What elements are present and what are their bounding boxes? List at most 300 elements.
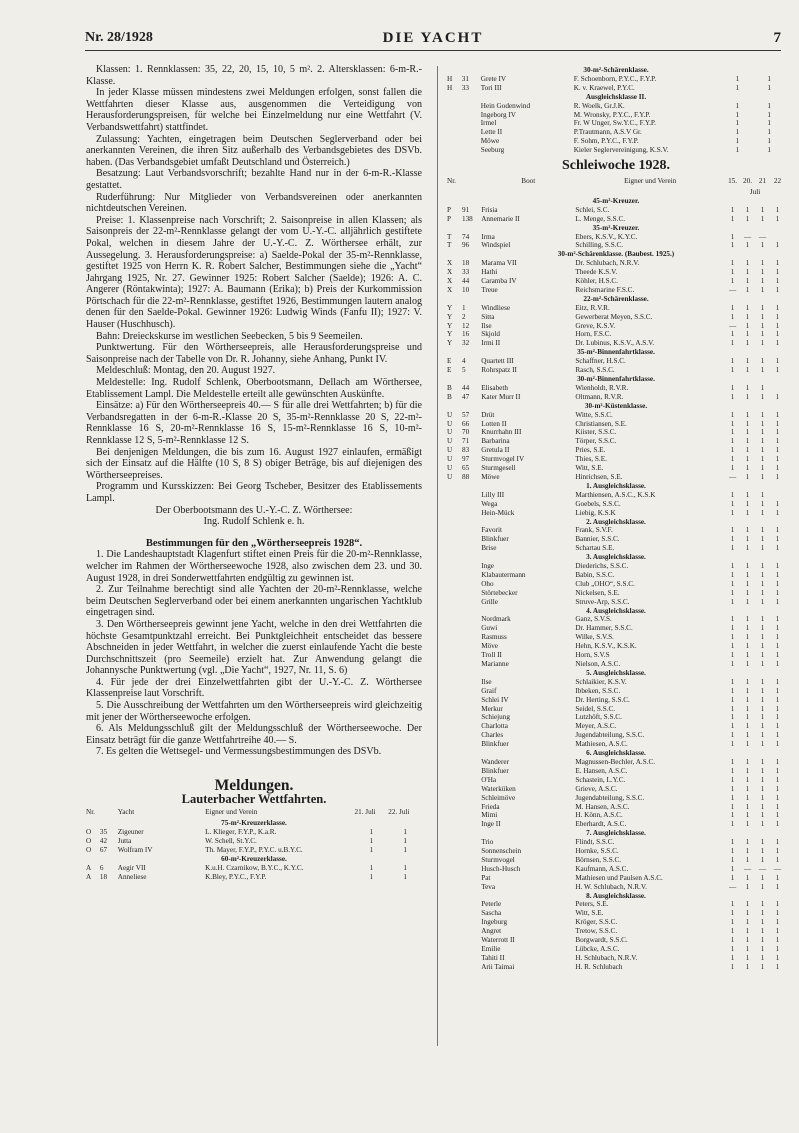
race-result: 1 [730,232,735,241]
table-row [447,803,785,812]
race-result: 1 [775,722,780,731]
race-result: 1 [775,285,780,294]
boat-name: Arii Taimai [481,962,515,971]
owner-club: H. Könn, A.S.C. [575,811,623,820]
sail-letter [447,856,462,865]
race-result: 1 [745,695,750,704]
table-row [447,598,785,607]
table-row [447,313,785,322]
table-row [447,137,785,146]
race-result: 1 [760,472,765,481]
race-result: 1 [775,936,780,945]
sail-letter [447,146,462,155]
race-result: — [758,232,767,241]
race-result: 1 [775,838,780,847]
lauterbach-table [86,808,422,881]
race-result: 1 [760,945,765,953]
table-row [86,837,422,846]
table-row [447,128,785,137]
class-heading: 22-m²-Schärenklasse. [583,294,649,303]
sail-number: 33 [461,268,470,277]
race-result: 1 [730,642,735,651]
owner-club: Theede K.S.V. [575,268,618,277]
table-row [447,687,785,696]
table-row [447,624,785,633]
sail-letter: U [447,446,453,455]
race-result: 1 [730,757,735,766]
sail-letter [447,571,462,580]
sail-number [462,535,481,544]
sail-number: 33 [461,83,469,92]
sail-number [462,111,481,120]
owner-club: Frank, S.V.F. [575,526,613,535]
race-result [770,491,785,500]
boat-name: Schiejung [481,713,510,722]
table-row [86,864,422,873]
sail-letter [447,580,462,589]
table-row [447,945,785,954]
race-result: 1 [775,731,780,740]
race-result: 1 [745,330,750,339]
sail-number [462,820,481,829]
spacer [447,188,725,197]
race-result: 1 [369,872,374,881]
table-row [447,473,785,482]
race-result: 1 [730,562,735,571]
race-result: 1 [760,882,765,891]
race-result: 1 [745,366,750,375]
race-result: 1 [745,855,750,864]
race-result: 1 [760,838,765,847]
race-result: 1 [730,766,735,775]
race-result: 1 [745,508,750,517]
race-result: 1 [745,847,750,856]
race-result: 1 [760,285,765,294]
race-result: 1 [745,339,750,348]
sail-number [462,936,481,945]
race-result: 1 [775,410,780,419]
race-result: 1 [775,775,780,784]
boat-name: Merkur [481,704,503,713]
race-result: 1 [735,83,740,92]
sail-number [462,562,481,571]
owner-club: Wilke, S.V.S. [575,633,614,642]
section-row [447,348,785,357]
race-result: 1 [760,562,765,571]
race-result: 1 [730,695,735,704]
race-result: 1 [767,74,771,83]
race-result: 1 [730,909,735,918]
owner-club: Lübcke, A.S.C. [575,945,620,953]
race-result: 1 [760,312,765,321]
boat-name: Jutta [117,836,132,845]
race-result: 1 [745,526,750,535]
column-divider [437,66,438,1046]
table-row [447,758,785,767]
paragraph: 7. Es gelten die Wettsegel- und Vermessungsbestimmungen des DSVb. [96,746,382,758]
paragraph: In jeder Klasse müssen mindestens zwei Meldungen erfolgen, sonst fallen die Wettfahrten dieser Klasse aus, ausgenommen die Verteidigung von Herausforderungspreisen, für welche bei Einzelmeldung nur eine Wettfahrt (V. Verbandswettfahrt) stattfindet. [86,87,422,133]
race-result: 1 [760,784,765,793]
race-result: 1 [775,757,780,766]
paragraph: 6. Als Meldungsschluß gilt der Meldungsschluß der Wörtherseewoche. Der Einsatz beträgt für die ganze Wettfahrtreihe 40.— S. [86,723,422,746]
table-row [447,615,785,624]
race-result: 1 [730,455,735,464]
paragraph: Programm und Kursskizzen: Bei Georg Tscheber, Besitzer des Etablissements Lampl. [86,481,422,504]
race-result: 1 [775,820,780,829]
owner-club: L. Klieger, F.Y.P., K.a.R. [205,828,277,837]
sail-letter: H [447,74,453,83]
boat-name: Annemarie II [481,214,520,223]
owner-club: Witte, S.S.C. [575,410,613,419]
sail-number [462,927,481,936]
race-result: 1 [730,918,735,927]
race-result: 1 [760,633,765,642]
race-result: 1 [745,312,750,321]
sail-number [462,838,481,847]
race-result: 1 [760,927,765,936]
sail-number [462,102,481,111]
class-heading: 8. Ausgleichsklasse. [586,891,646,900]
sail-letter [447,687,462,696]
table-row [447,883,785,892]
table-row [447,900,785,909]
boat-name: Irmel [480,119,497,128]
col-owner: Eigner und Verein [205,808,258,817]
race-result: 1 [760,277,765,286]
sail-number [462,491,481,500]
owner-club: K. v. Kraewel, P.Y.C. [573,83,635,92]
sail-letter: X [447,268,453,277]
race-result: 1 [760,793,765,802]
boat-name: Frieda [481,802,500,811]
race-result: 1 [730,615,735,624]
boat-name: Frisia [481,205,498,214]
sail-letter [447,740,462,749]
race-result: 1 [730,570,735,579]
owner-club: Seidel, S.S.C. [575,704,616,713]
race-result: 1 [760,811,765,820]
sail-number [462,883,481,892]
race-result [770,384,785,393]
sail-number: 66 [461,419,470,428]
race-result: 1 [745,277,750,286]
race-result: 1 [730,499,735,508]
race-result: 1 [760,303,765,312]
race-result: 1 [730,241,735,250]
owner-club: Kröger, S.S.C. [575,918,618,927]
boat-name: Irma [481,232,495,241]
class-heading: 30-m²-Binnenfahrtklasse. [577,375,655,383]
owner-club: Fr. W Unger, Sw.Y.C., F.Y.P. [573,119,656,128]
owner-club: Magnussen-Bechler, A.S.C. [575,757,656,766]
race-result: 1 [745,535,750,544]
paragraph: 3. Den Wörtherseepreis gewinnt jene Yacht, welche in den drei Wettfahrten die höchste Gesamtpunktzahl erreicht. Bei Punktgleichheit entscheidet das bessere Abschneiden in jeder Wettfahrt, in welcher die zuerst einlaufende Yacht die beste Durchschnittszeit (pro Seemeile) erzielt hat. Zur Anwendung gelangt die Johannysche Punktwertung (vgl. „Die Yacht“, 1927, Nr. 11, S. 6) [86,618,422,677]
owner-club: Ibbeken, S.S.C. [575,686,621,695]
section-row [447,518,785,527]
sail-number: 88 [461,472,470,481]
owner-club: Nickelsen, S.E. [575,588,620,597]
race-result: 1 [760,464,765,473]
race-result: 1 [745,927,750,936]
section-row [86,819,422,828]
race-result: 1 [730,579,735,588]
table-row [447,713,785,722]
owner-club: Liebig, K.S.K [575,508,616,517]
race-result: 1 [775,562,780,571]
schleiwoche-heading: Schleiwoche 1928. [561,158,671,174]
race-result: 1 [730,535,735,544]
race-result: 1 [775,472,780,481]
race-result: 1 [760,953,765,962]
table-row [447,215,785,224]
owner-club: M. Wronsky, P.Y.C., F.Y.P. [573,110,651,119]
race-result: 1 [730,214,735,223]
sail-number [462,633,481,642]
sail-letter: T [447,241,452,250]
sail-letter: U [447,410,453,419]
race-result: 1 [760,651,765,660]
boat-name: Pat [481,873,491,882]
boat-name: O'Ha [481,775,497,784]
race-result: 1 [730,740,735,749]
paragraph: Bahn: Dreieckskurse im westlichen Seebecken, 5 bis 9 Seemeilen. [96,330,363,342]
table-row [447,428,785,437]
owner-club: H. Schlubach, N.R.V. [575,953,638,962]
sail-letter [447,128,462,137]
race-result: 1 [730,802,735,811]
sail-number: 1 [461,303,466,312]
class-heading: 30-m²-Küstenklasse. [584,401,648,410]
race-result: 1 [745,419,750,428]
sail-number [462,963,481,972]
sail-letter [447,722,462,731]
boat-name: Grille [481,597,498,606]
boat-name: Graif [481,686,497,695]
race-result: 1 [760,526,765,535]
race-result: 1 [735,119,740,128]
left-column [86,64,422,881]
race-result: 1 [730,330,735,339]
sail-letter [447,660,462,669]
sail-number: 32 [461,339,470,348]
race-result: 1 [775,945,780,953]
paragraph: Klassen: 1. Rennklassen: 35, 22, 20, 15, 10, 5 m². 2. Altersklassen: 6-m-R.-Klasse. [86,64,422,87]
boat-name: Inge II [481,820,501,829]
boat-name: Blinkfuer [481,740,509,749]
race-result: 1 [745,784,750,793]
race-result: 1 [745,499,750,508]
table-row [447,820,785,829]
race-result: 1 [745,579,750,588]
col-day: 21. Juli [354,808,376,817]
boat-name: Lotten II [481,419,507,428]
boat-name: Tahiti II [481,953,505,962]
table-row [447,286,785,295]
owner-club: Hehn, K.S.V., K.S.K. [575,642,637,651]
boat-name: Sturmvogel [481,855,515,864]
race-result: 1 [730,339,735,348]
race-result: 1 [760,900,765,909]
table-row [447,794,785,803]
owner-club: Oltmann, R.V.R. [575,392,624,401]
race-result: 1 [730,410,735,419]
race-result: 1 [775,713,780,722]
boat-name: Charlotta [481,722,508,731]
class-heading: Ausgleichsklasse II. [585,92,647,101]
sail-letter [447,847,462,856]
sail-letter: T [447,232,452,241]
race-result: 1 [775,330,780,339]
boat-name: Grete IV [480,74,507,83]
sail-number [462,598,481,607]
race-result: 1 [730,713,735,722]
race-result: 1 [730,633,735,642]
boat-name: Marama VII [481,259,517,268]
table-row [447,491,785,500]
race-result: 1 [760,615,765,624]
owner-club: F. Sohm, P.Y.C., F.Y.P. [573,137,639,146]
race-result: 1 [775,873,780,882]
bestimmungen-title: Bestimmungen für den „Wörtherseepreis 1928“. [145,537,363,549]
race-result: 1 [775,695,780,704]
race-result: — [728,321,737,330]
race-result: 1 [730,428,735,437]
owner-club: Witt, S.E. [575,909,604,918]
sail-letter [447,633,462,642]
race-result: — [728,882,737,891]
race-result: 1 [775,953,780,962]
race-result: 1 [730,686,735,695]
boat-name: Elisabeth [481,383,508,392]
owner-club: Peters, S.E. [575,900,609,909]
owner-club: K.u.H. Czarnikow, B.Y.C., K.Y.C. [205,863,304,872]
section-row [447,892,785,901]
race-result: 1 [745,455,750,464]
section-row [447,402,785,411]
boat-name: Gretula II [481,446,510,455]
sail-letter [447,811,462,820]
boat-name: Hein-Mück [481,508,515,517]
table-row [447,277,785,286]
sail-letter [447,562,462,571]
owner-club: Wienholdt, R.V.R. [575,383,629,392]
race-result: 1 [775,847,780,856]
page-header [85,30,781,50]
sail-number [462,660,481,669]
sail-number [462,767,481,776]
sail-number [462,589,481,598]
sail-number: 44 [461,383,470,392]
sail-number [462,785,481,794]
race-result: 1 [760,419,765,428]
sail-letter [447,102,462,111]
boat-name: Wanderer [481,757,509,766]
race-result: 1 [730,544,735,553]
race-result: 1 [745,677,750,686]
race-result: 1 [767,83,771,92]
race-result: 1 [730,900,735,909]
race-result: 1 [775,686,780,695]
boat-name: Ilse [481,321,492,330]
boat-name: Brise [481,544,497,553]
boat-name: Möwe [480,137,500,146]
table-row [447,446,785,455]
race-result: 1 [745,945,750,953]
boat-name: Störtebecker [481,588,518,597]
boat-name: Ingeburg [481,918,508,927]
race-result: 1 [775,740,780,749]
sail-letter: U [447,464,453,473]
race-result: 1 [745,624,750,633]
boat-name: Sitta [481,312,495,321]
race-result: 1 [730,962,735,971]
race-result: 1 [730,464,735,473]
owner-club: Struve-Arp, S.S.C. [575,597,630,606]
race-result: 1 [760,490,765,499]
sail-number: 97 [461,455,470,464]
owner-club: Schlei, S.C. [575,205,610,214]
race-result: 1 [730,722,735,731]
sail-number: 10 [461,285,470,294]
race-result: 1 [775,303,780,312]
boat-name: Seeburg [480,146,505,155]
race-result: 1 [775,544,780,553]
table-header [447,177,785,188]
owner-club: Ebers, K.S.V., K.Y.C. [575,232,638,241]
section-row [447,829,785,838]
race-result: 1 [760,259,765,268]
owner-club: Dr. Lubinus, K.S.V., A.S.V. [575,339,655,348]
race-result: 1 [760,775,765,784]
race-result: 1 [745,285,750,294]
owner-club: Dr. Herting, S.S.C. [575,695,630,704]
owner-club: Schartau S.E. [575,544,615,553]
race-result: 1 [745,775,750,784]
race-result: 1 [730,953,735,962]
sail-number: 4 [461,357,466,366]
table-row [447,437,785,446]
table-row [447,464,785,473]
race-result: 1 [775,927,780,936]
table-row [447,927,785,936]
sail-letter [447,954,462,963]
race-result: 1 [775,259,780,268]
race-result: 1 [760,909,765,918]
race-result: 1 [767,101,771,110]
sail-letter: Y [447,312,453,321]
sail-number [462,758,481,767]
race-result: 1 [775,214,780,223]
race-result: 1 [730,784,735,793]
continued-entries-table [447,66,785,155]
boat-name: Zigeuner [117,828,144,837]
boat-name: Guwi [481,624,498,633]
race-result: — [728,285,737,294]
sail-number [462,526,481,535]
sail-number [462,900,481,909]
sail-letter [447,927,462,936]
race-result: 1 [775,535,780,544]
boat-name: Blinkfuer [481,766,509,775]
race-result: 1 [730,277,735,286]
class-heading: 6. Ausgleichsklasse. [586,749,646,758]
sail-number [462,119,481,128]
boat-name: Sturmgesell [481,464,516,473]
sail-letter [447,731,462,740]
race-result: 1 [730,508,735,517]
sail-letter: B [447,392,452,401]
race-result: 1 [775,339,780,348]
